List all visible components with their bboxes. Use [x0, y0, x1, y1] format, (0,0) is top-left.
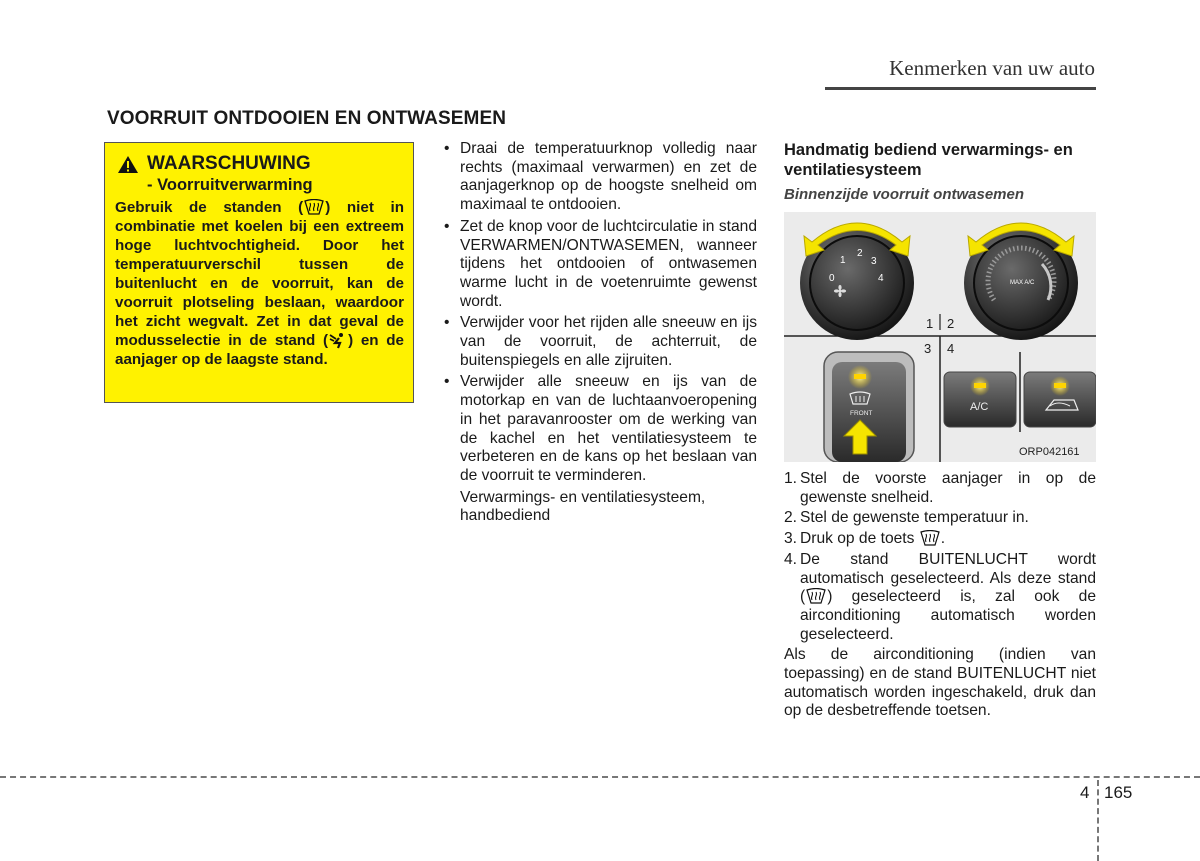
temp-knob-text: MAX A/C [1010, 280, 1035, 286]
running-header: Kenmerken van uw auto [889, 56, 1095, 80]
bullet-item: • Verwijder voor het rijden alle sneeuw en ijs van de voorruit, de achterruit, de buitenspiegels en alle zijruiten. [442, 314, 757, 370]
figure-label-4: 4 [947, 341, 955, 356]
step-number: 4. [784, 550, 798, 568]
page-number: 165 [1104, 783, 1133, 802]
air-intake-button [1024, 372, 1096, 427]
figure-code: ORP042161 [1019, 446, 1080, 458]
step-text-before: Druk op de toets [800, 530, 915, 548]
bullet-item: • Draai de temperatuurknop volledig naar rechts (maximaal verwarmen) en zet de aanjagerknop op de hoogste snelheid om maximaal te ontdooien. [442, 140, 757, 215]
bullet-item: • Verwijder alle sneeuw en ijs van de motorkap en van de luchtaanvoeropening in het paravanrooster om de werking van de kachel en het ventilatiesysteem te verbeteren en de kans op het beslaan van de voorruit te verminderen. [442, 373, 757, 485]
closing-paragraph: Verwarmings- en ventilatiesysteem, handbediend [460, 488, 706, 525]
warning-subtitle: - Voorruitverwarming [147, 176, 313, 194]
subsection-subheading: Binnenzijde voorruit ontwasemen [784, 186, 1025, 203]
fan-mark-2: 2 [857, 248, 863, 259]
step-number: 2. [784, 509, 798, 527]
footer-divider [1097, 780, 1099, 861]
step-text [800, 530, 1096, 549]
chapter-number: 4 [1080, 783, 1090, 802]
figure-label-3: 3 [924, 341, 932, 356]
step-item [784, 530, 1096, 549]
fan-mark-4: 4 [878, 273, 884, 284]
header-rule [825, 87, 1096, 90]
front-button-text: FRONT [850, 410, 873, 417]
warning-text-3: ) en de aanjager op de laagste stand. [115, 332, 404, 368]
steps-note: Als de airconditioning (indien van toepassing) en de stand BUITENLUCHT niet automatisch worden ingeschakeld, druk dan op de desbetreffende toetsen. [784, 646, 1096, 720]
warning-title: WAARSCHUWING [147, 153, 311, 174]
warning-text-2: ) niet in combinatie met koelen bij een extreem hoge luchtvochtigheid. Door het temperatuurverschil tussen de buitenlucht en de voorruit, kan de voorruit plotseling beslaan, waardoor het zicht wegvalt. Zet in dat geval de modusselectie in de stand ( [115, 199, 405, 349]
steps-section [784, 470, 1096, 721]
defrost-icon [805, 588, 827, 605]
warning-text-1: Gebruik de standen ( [115, 199, 304, 216]
step-item [784, 470, 1096, 507]
step-item [784, 509, 1096, 528]
step-text-before: De stand BUITENLUCHT wordt automatisch geselecteerd. Als deze stand ( [800, 550, 1096, 606]
warning-box [104, 142, 414, 403]
step-number: 1. [784, 470, 798, 487]
fan-mark-1: 1 [840, 255, 846, 266]
step-text-after: ) geselecteerd is, zal ook de airconditioning automatisch worden geselecteerd. [800, 588, 1096, 643]
figure-label-2: 2 [947, 316, 955, 331]
section-title: VOORRUIT ONTDOOIEN EN ONTWASEMEN [107, 108, 507, 129]
step-item [784, 551, 1096, 645]
control-panel-figure [784, 212, 1096, 462]
warning-triangle-icon [117, 155, 139, 174]
floor-defrost-mode-icon [328, 332, 348, 349]
step-text [800, 551, 1096, 645]
defrost-icon [303, 199, 325, 216]
ac-button-text: A/C [970, 401, 989, 413]
bullet-item: • Zet de knop voor de luchtcirculatie in stand VERWARMEN/ONTWASEMEN, wanneer tijdens het ontdooien of ontwasemen warme lucht in de voetenruimte gewenst wordt. [442, 218, 757, 312]
bullet-list [442, 140, 757, 486]
step-text: Stel de voorste aanjager in op de gewenste snelheid. [800, 470, 1096, 506]
figure-illustration [784, 212, 1096, 462]
middle-column [442, 140, 757, 526]
warning-body [115, 198, 404, 369]
step-text-after: . [940, 530, 946, 548]
footer-rule [0, 776, 1200, 778]
figure-label-1: 1 [926, 316, 934, 331]
warning-header [117, 153, 404, 175]
ac-button [944, 372, 1016, 427]
defrost-icon [919, 530, 941, 547]
front-defrost-button [824, 352, 914, 462]
step-text: Stel de gewenste temperatuur in. [800, 509, 1029, 527]
step-number: 3. [784, 530, 798, 548]
fan-mark-3: 3 [871, 256, 877, 267]
subsection-heading: Handmatig bediend verwarmings- en ventilatiesysteem [784, 141, 1073, 179]
right-column-header [784, 140, 1096, 203]
fan-mark-0: 0 [829, 273, 835, 284]
steps-list [784, 470, 1096, 644]
